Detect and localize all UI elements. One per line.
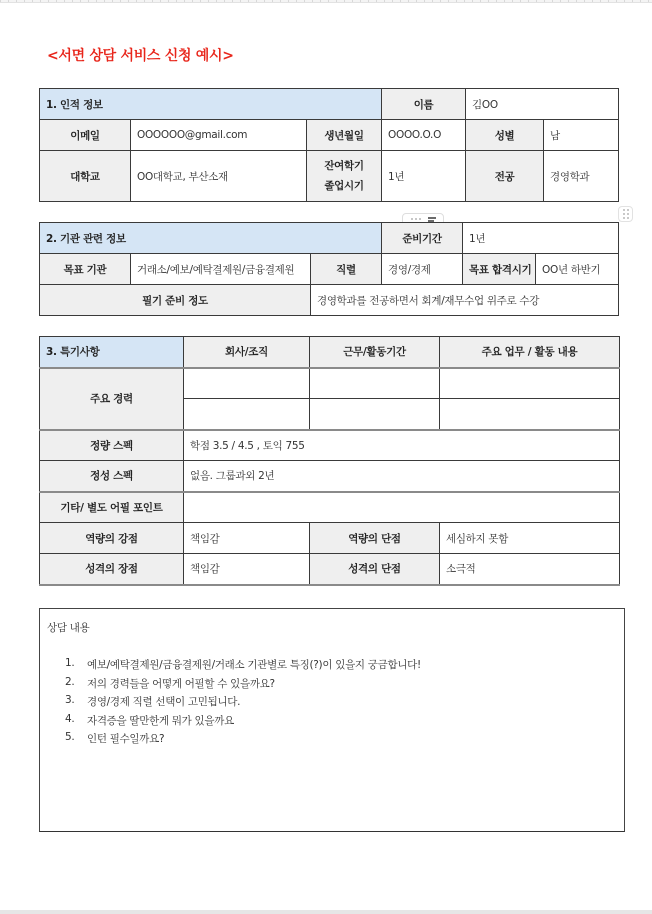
university-label: 대학교 [40,151,131,202]
list-text: 저의 경력들을 어떻게 어필할 수 있을까요? [87,677,275,690]
block-drag-handle[interactable] [618,206,633,222]
university-value[interactable]: OO대학교, 부산소재 [131,151,307,202]
page-bottom-edge [0,910,652,914]
column-header-period: 근무/활동기간 [310,337,440,368]
list-number: 1. [65,657,75,669]
target-org-value[interactable]: 거래소/예보/예탁결제원/금융결제원 [131,254,311,285]
competency-strength-value[interactable]: 책임감 [184,523,310,554]
email-label: 이메일 [40,120,131,151]
section-header-institution: 2. 기관 관련 정보 [40,223,382,254]
consultation-list [65,657,421,750]
major-value[interactable]: 경영학과 [544,151,619,202]
list-item [65,676,421,695]
section-header-special: 3. 특기사항 [40,337,184,368]
list-number: 5. [65,731,75,743]
remaining-semester-label [307,151,382,202]
list-text: 경영/경제 직렬 선택이 고민됩니다. [87,696,241,708]
qual-spec-label: 정성 스펙 [40,461,184,492]
written-prep-value[interactable]: 경영학과를 전공하면서 회계/재무수업 위주로 수강 [311,285,619,316]
career-label: 주요 경력 [40,368,184,430]
list-item [65,731,421,750]
email-value[interactable]: OOOOOO@gmail.com [131,120,307,151]
list-item [65,694,421,713]
career-row-2-duties[interactable] [440,399,620,430]
special-notes-table [39,336,620,586]
institution-info-table [39,222,619,316]
section-header-personal: 1. 인적 정보 [40,89,382,120]
prep-period-value[interactable]: 1년 [463,223,619,254]
remaining-label-line1: 잔여학기 [324,160,364,172]
top-ruler [0,0,652,3]
competency-weakness-label: 역량의 단점 [310,523,440,554]
list-number: 3. [65,694,75,706]
consultation-title: 상담 내용 [47,622,90,634]
list-number: 2. [65,675,75,688]
quant-spec-label: 정량 스펙 [40,430,184,461]
gender-value[interactable]: 남 [544,120,619,151]
written-prep-label: 필기 준비 정도 [40,285,311,316]
name-label: 이름 [382,89,466,120]
competency-strength-label: 역량의 강점 [40,523,184,554]
birth-value[interactable]: OOOO.O.O [382,120,466,151]
career-row-1-company[interactable] [184,368,310,399]
personality-weakness-value[interactable]: 소극적 [440,554,620,585]
appeal-point-label: 기타/ 별도 어필 포인트 [40,492,184,523]
personality-strength-value[interactable]: 책임감 [184,554,310,585]
competency-weakness-value[interactable]: 세심하지 못함 [440,523,620,554]
name-value[interactable]: 김OO [466,89,619,120]
career-row-1-period[interactable] [310,368,440,399]
document-title: <서면 상담 서비스 신청 예시> [47,48,234,64]
qual-spec-value[interactable]: 없음. 그룹과외 2년 [184,461,620,492]
list-item [65,657,421,676]
target-org-label: 목표 기관 [40,254,131,285]
drag-grid-icon[interactable] [623,209,629,219]
job-track-label: 직렬 [311,254,382,285]
quant-spec-value[interactable]: 학점 3.5 / 4.5 , 토익 755 [184,430,620,461]
career-row-2-company[interactable] [184,399,310,430]
appeal-point-value[interactable] [184,492,620,523]
column-header-company: 회사/조직 [184,337,310,368]
career-row-1-duties[interactable] [440,368,620,399]
consultation-box[interactable] [39,608,625,832]
list-text: 자격증을 딸만한게 뭐가 있을까요 [87,714,234,727]
birth-label: 생년월일 [307,120,382,151]
prep-period-label: 준비기간 [382,223,463,254]
major-label: 전공 [466,151,544,202]
list-text: 예보/예탁결제원/금융결제원/거래소 기관별로 특징(?)이 있을지 궁금합니다! [87,659,421,671]
personality-weakness-label: 성격의 단점 [310,554,440,585]
list-item [65,713,421,732]
target-pass-value[interactable]: OO년 하반기 [536,254,619,285]
career-row-2-period[interactable] [310,399,440,430]
list-number: 4. [65,712,75,725]
remaining-value[interactable]: 1년 [382,151,466,202]
gender-label: 성별 [466,120,544,151]
target-pass-label: 목표 합격시기 [463,254,536,285]
remaining-label-line2: 졸업시기 [324,180,364,192]
job-track-value[interactable]: 경영/경제 [382,254,463,285]
personality-strength-label: 성격의 장점 [40,554,184,585]
list-text: 인턴 필수일까요? [87,733,165,745]
column-header-duties: 주요 업무 / 활동 내용 [440,337,620,368]
personal-info-table [39,88,619,202]
